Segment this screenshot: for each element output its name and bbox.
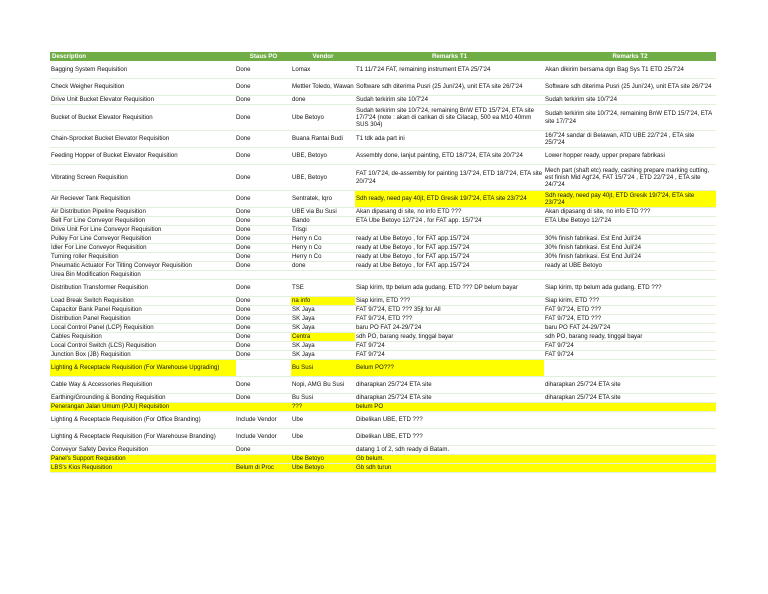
cell-vendor[interactable]: Herry n Co	[291, 253, 355, 262]
cell-description[interactable]: Check Weigher Requisition	[50, 79, 236, 96]
cell-status-po[interactable]: Done	[236, 131, 291, 148]
table-row	[50, 148, 716, 165]
cell-vendor[interactable]: Sentratek, Iqro	[291, 191, 355, 208]
cell-description[interactable]: Bucket of Bucket Elevator Requisition	[50, 105, 236, 131]
cell-remarks-t1[interactable]: ready at Ube Betoyo , for FAT app.15/7'24	[355, 262, 544, 271]
table-row	[50, 324, 716, 333]
header-remarks-t2[interactable]: Remarks T2	[544, 52, 716, 62]
cell-description[interactable]: Panel's Support Requisition	[50, 455, 236, 464]
cell-remarks-t1[interactable]: T1 11/7'24 FAT, remaining instrument ETA 25/7'24	[355, 62, 544, 79]
cell-remarks-t2[interactable]	[544, 271, 716, 280]
table-row	[50, 271, 716, 280]
cell-remarks-t2[interactable]	[544, 429, 716, 446]
cell-vendor[interactable]: Buana Rantai Budi	[291, 131, 355, 148]
cell-vendor[interactable]	[291, 271, 355, 280]
cell-description[interactable]: Air Distribution Pipeline Requisition	[50, 208, 236, 217]
cell-status-po[interactable]: Done	[236, 394, 291, 403]
table-row	[50, 226, 716, 235]
table-row	[50, 412, 716, 429]
cell-remarks-t1[interactable]: diharapkan 25/7'24 ETA site	[355, 377, 544, 394]
cell-description[interactable]: Lighting & Receptacle Requisition (For Warehouse Upgrading)	[50, 360, 236, 377]
cell-status-po[interactable]: Done	[236, 324, 291, 333]
cell-remarks-t2[interactable]: Siap kirim, ETD ???	[544, 297, 716, 306]
cell-status-po[interactable]	[236, 360, 291, 377]
cell-remarks-t2[interactable]: Sdh ready, need pay 40jt, ETD Gresik 19/7'24, ETA site 23/7'24	[544, 191, 716, 208]
cell-remarks-t2[interactable]: FAT 9/7'24	[544, 342, 716, 351]
table-row	[50, 208, 716, 217]
table-row	[50, 429, 716, 446]
table-row	[50, 235, 716, 244]
cell-vendor[interactable]: Herry n Co	[291, 235, 355, 244]
cell-status-po[interactable]: Done	[236, 79, 291, 96]
cell-description[interactable]: Lighting & Receptacle Requisition (For Warehouse Branding)	[50, 429, 236, 446]
cell-vendor[interactable]: Bando	[291, 217, 355, 226]
cell-remarks-t2[interactable]: Akan dipasang di site, no info ETD ???	[544, 208, 716, 217]
cell-remarks-t1[interactable]: Sdh ready, need pay 40jt, ETD Gresik 19/7'24, ETA site 23/7'24	[355, 191, 544, 208]
cell-remarks-t1[interactable]: belum PO	[355, 403, 544, 412]
cell-status-po[interactable]: Done	[236, 148, 291, 165]
cell-remarks-t1[interactable]: Sudah terkirim site 10/7'24	[355, 96, 544, 105]
cell-vendor[interactable]: ???	[291, 403, 355, 412]
cell-vendor[interactable]: Centra	[291, 333, 355, 342]
table-row	[50, 306, 716, 315]
table-row	[50, 79, 716, 96]
cell-vendor[interactable]	[291, 446, 355, 455]
cell-status-po[interactable]: Done	[236, 217, 291, 226]
cell-remarks-t1[interactable]: Assembly done, lanjut painting, ETD 18/7'24, ETA site 20/7'24	[355, 148, 544, 165]
header-description[interactable]: Description	[50, 52, 236, 62]
table-row	[50, 377, 716, 394]
cell-description[interactable]: Capacitor Bank Panel Requisition	[50, 306, 236, 315]
cell-remarks-t1[interactable]: Belum PO???	[355, 360, 544, 377]
cell-remarks-t2[interactable]: diharapkan 25/7'24 ETA site	[544, 377, 716, 394]
cell-status-po[interactable]: Done	[236, 446, 291, 455]
cell-remarks-t2[interactable]: Sudah terkirim site 10/7'24	[544, 96, 716, 105]
table-row	[50, 315, 716, 324]
cell-remarks-t1[interactable]: T1 tdk ada part ini	[355, 131, 544, 148]
cell-description[interactable]: Pneumatic Actuator For Tilting Conveyor Requisition	[50, 262, 236, 271]
table-row	[50, 464, 716, 473]
cell-status-po[interactable]: Include Vendor	[236, 412, 291, 429]
cell-vendor[interactable]: done	[291, 262, 355, 271]
cell-remarks-t2[interactable]: Akan dikirim bersama dgn Bag Sys T1 ETD 25/7'24	[544, 62, 716, 79]
cell-vendor[interactable]: done	[291, 96, 355, 105]
cell-description[interactable]: Lighting & Receptacle Requisition (For Office Branding)	[50, 412, 236, 429]
cell-remarks-t1[interactable]: Dibelikan UBE, ETD ???	[355, 412, 544, 429]
table-row	[50, 131, 716, 148]
cell-description[interactable]: Drive Unit For Line Conveyor Requisition	[50, 226, 236, 235]
table-row	[50, 165, 716, 191]
cell-remarks-t1[interactable]: Gb sdh turun	[355, 464, 544, 473]
cell-description[interactable]: Conveyor Safety Device Requisition	[50, 446, 236, 455]
cell-remarks-t2[interactable]: Software sdh diterima Pusri (25 Juni'24), unit ETA site 26/7'24	[544, 79, 716, 96]
cell-status-po[interactable]: Done	[236, 62, 291, 79]
table-row	[50, 333, 716, 342]
cell-description[interactable]: Chain-Sprocket Bucket Elevator Requisition	[50, 131, 236, 148]
cell-remarks-t1[interactable]: FAT 9/7'24	[355, 351, 544, 360]
table-row	[50, 262, 716, 271]
table-row	[50, 403, 716, 412]
cell-description[interactable]: Air Reciever Tank Requisition	[50, 191, 236, 208]
table-row	[50, 253, 716, 262]
cell-description[interactable]: Bagging System Requisition	[50, 62, 236, 79]
table-row	[50, 455, 716, 464]
cell-vendor[interactable]: SK Jaya	[291, 342, 355, 351]
cell-remarks-t1[interactable]: diharapkan 25/7'24 ETA site	[355, 394, 544, 403]
cell-remarks-t2[interactable]	[544, 446, 716, 455]
cell-remarks-t1[interactable]: FAT 9/7'24, ETD ???	[355, 315, 544, 324]
cell-status-po[interactable]: Done	[236, 165, 291, 191]
cell-status-po[interactable]: Done	[236, 377, 291, 394]
cell-vendor[interactable]: SK Jaya	[291, 315, 355, 324]
table-row	[50, 62, 716, 79]
cell-description[interactable]: Cables Requisition	[50, 333, 236, 342]
cell-vendor[interactable]: Nopi, AMG Bu Susi	[291, 377, 355, 394]
cell-status-po[interactable]: Done	[236, 297, 291, 306]
cell-remarks-t2[interactable]: sdh PO, barang ready, tinggal bayar	[544, 333, 716, 342]
cell-status-po[interactable]: Done	[236, 96, 291, 105]
table-row	[50, 297, 716, 306]
cell-status-po[interactable]: Include Vendor	[236, 429, 291, 446]
cell-remarks-t2[interactable]	[544, 403, 716, 412]
table-row	[50, 394, 716, 403]
cell-vendor[interactable]: Ube Betoyo	[291, 464, 355, 473]
cell-remarks-t2[interactable]: 30% finish fabrikasi. Est End Juli'24	[544, 235, 716, 244]
cell-remarks-t1[interactable]: baru PO FAT 24-29/7'24	[355, 324, 544, 333]
cell-status-po[interactable]: Done	[236, 235, 291, 244]
cell-vendor[interactable]: Ube	[291, 429, 355, 446]
cell-status-po[interactable]	[236, 403, 291, 412]
cell-remarks-t1[interactable]: Dibelikan UBE, ETD ???	[355, 429, 544, 446]
cell-remarks-t2[interactable]	[544, 226, 716, 235]
cell-remarks-t2[interactable]: FAT 9/7'24, ETD ???	[544, 306, 716, 315]
cell-remarks-t1[interactable]: Siap kirim, ETD ???	[355, 297, 544, 306]
cell-vendor[interactable]: UBE, Betoyo	[291, 148, 355, 165]
cell-remarks-t1[interactable]: Sudah terkirim site 10/7'24, remaining BnW ETD 15/7'24, ETA site 17/7'24 (note : akan di carikan di site Cilacap, 500 ea M10 40mm SUS 304)	[355, 105, 544, 131]
cell-remarks-t2[interactable]: diharapkan 25/7'24 ETA site	[544, 394, 716, 403]
cell-vendor[interactable]: TSE	[291, 280, 355, 297]
cell-description[interactable]: Local Control Switch (LCS) Requisition	[50, 342, 236, 351]
cell-description[interactable]: Local Control Panel (LCP) Requisition	[50, 324, 236, 333]
cell-description[interactable]: Cable Way & Accessories Requisition	[50, 377, 236, 394]
cell-vendor[interactable]: Lomax	[291, 62, 355, 79]
table-row	[50, 351, 716, 360]
cell-status-po[interactable]: Done	[236, 306, 291, 315]
table-row	[50, 217, 716, 226]
header-row	[50, 52, 716, 62]
table-row	[50, 244, 716, 253]
cell-remarks-t1[interactable]: datang 1 of 2, sdh ready di Batam.	[355, 446, 544, 455]
cell-vendor[interactable]: SK Jaya	[291, 324, 355, 333]
cell-remarks-t2[interactable]	[544, 360, 716, 377]
cell-remarks-t1[interactable]: FAT 9/7'24	[355, 342, 544, 351]
cell-remarks-t1[interactable]: Software sdh diterima Pusri (25 Juni'24), unit ETA site 26/7'24	[355, 79, 544, 96]
cell-description[interactable]: Turning roller Requisition	[50, 253, 236, 262]
cell-status-po[interactable]	[236, 271, 291, 280]
table-row	[50, 342, 716, 351]
cell-status-po[interactable]: Done	[236, 280, 291, 297]
cell-vendor[interactable]: Trisgi	[291, 226, 355, 235]
cell-remarks-t1[interactable]: FAT 9/7'24, ETD ??? 35jt for All	[355, 306, 544, 315]
cell-status-po[interactable]: Done	[236, 262, 291, 271]
cell-description[interactable]: Belt For Line Conveyor Requisition	[50, 217, 236, 226]
cell-description[interactable]: Earthing/Grounding & Bonding Requisition	[50, 394, 236, 403]
cell-remarks-t2[interactable]: ETA Ube Betoyo 12/7'24	[544, 217, 716, 226]
cell-description[interactable]: Idler For Line Conveyor Requisition	[50, 244, 236, 253]
cell-remarks-t1[interactable]: sdh PO, barang ready, tinggal bayar	[355, 333, 544, 342]
cell-remarks-t2[interactable]: 30% finish fabrikasi. Est End Juli'24	[544, 244, 716, 253]
table-row	[50, 105, 716, 131]
cell-description[interactable]: Pulley For Line Conveyor Requisition	[50, 235, 236, 244]
header-vendor[interactable]: Vendor	[291, 52, 355, 62]
cell-status-po[interactable]: Done	[236, 105, 291, 131]
header-remarks-t1[interactable]: Remarks T1	[355, 52, 544, 62]
cell-status-po[interactable]	[236, 455, 291, 464]
cell-remarks-t1[interactable]: ready at Ube Betoyo , for FAT app.15/7'24	[355, 253, 544, 262]
cell-description[interactable]: Load Break Switch Requisition	[50, 297, 236, 306]
header-status-po[interactable]: Staus PO	[236, 52, 291, 62]
cell-remarks-t1[interactable]	[355, 226, 544, 235]
cell-vendor[interactable]: Bu Susi	[291, 360, 355, 377]
cell-remarks-t1[interactable]: ready at Ube Betoyo , for FAT app.15/7'24	[355, 235, 544, 244]
cell-description[interactable]: Vibrating Screen Requisition	[50, 165, 236, 191]
cell-vendor[interactable]: na info	[291, 297, 355, 306]
cell-remarks-t1[interactable]: ETA Ube Betoyo 12/7'24 , for FAT app. 15/7'24	[355, 217, 544, 226]
cell-status-po[interactable]: Done	[236, 191, 291, 208]
cell-remarks-t2[interactable]	[544, 412, 716, 429]
cell-remarks-t2[interactable]: 16/7'24 sandar di Belawan, ATD UBE 22/7'24 , ETA site 25/7'24	[544, 131, 716, 148]
cell-description[interactable]: Distribution Transformer Requisition	[50, 280, 236, 297]
cell-remarks-t1[interactable]	[355, 271, 544, 280]
cell-description[interactable]: Feeding Hopper of Bucket Elevator Requisition	[50, 148, 236, 165]
cell-remarks-t2[interactable]: Mech part (shaft etc) ready, cashing prepare marking cutting, est finish Mid Agt'24, FAT 15/7'24 , ETD 22/7'24 , ETA site 24/7'24	[544, 165, 716, 191]
cell-description[interactable]: Drive Unit Bucket Elevator Requisition	[50, 96, 236, 105]
table-row	[50, 96, 716, 105]
cell-status-po[interactable]: Done	[236, 333, 291, 342]
cell-remarks-t2[interactable]	[544, 455, 716, 464]
cell-remarks-t2[interactable]: Sudah terkirim site 10/7'24, remaining BnW ETD 15/7'24, ETA site 17/7'24	[544, 105, 716, 131]
cell-vendor[interactable]: UBE via Bu Susi	[291, 208, 355, 217]
cell-remarks-t2[interactable]: ready at UBE Betoyo	[544, 262, 716, 271]
cell-status-po[interactable]: Done	[236, 208, 291, 217]
cell-description[interactable]: Penerangan Jalan Umum (PJU) Requisition	[50, 403, 236, 412]
cell-remarks-t1[interactable]: Gb belum.	[355, 455, 544, 464]
cell-remarks-t1[interactable]: Siap kirim, ttp belum ada gudang. ETD ??? DP belum bayar	[355, 280, 544, 297]
cell-status-po[interactable]: Done	[236, 253, 291, 262]
cell-description[interactable]: Junction Box (JB) Requisition	[50, 351, 236, 360]
cell-remarks-t2[interactable]: Siap kirim, ttp belum ada gudang. ETD ???	[544, 280, 716, 297]
cell-description[interactable]: Urea Bin Modification Requisition	[50, 271, 236, 280]
spreadsheet	[50, 52, 716, 473]
cell-remarks-t1[interactable]: ready at Ube Betoyo , for FAT app.15/7'24	[355, 244, 544, 253]
cell-description[interactable]: Distribution Panel Requisition	[50, 315, 236, 324]
table-row	[50, 280, 716, 297]
table-body	[50, 62, 716, 473]
cell-vendor[interactable]: SK Jaya	[291, 351, 355, 360]
cell-vendor[interactable]: Ube	[291, 412, 355, 429]
cell-status-po[interactable]: Done	[236, 315, 291, 324]
cell-remarks-t2[interactable]: Lower hopper ready, upper prepare fabrikasi	[544, 148, 716, 165]
cell-remarks-t2[interactable]	[544, 464, 716, 473]
table-row	[50, 191, 716, 208]
cell-status-po[interactable]: Done	[236, 226, 291, 235]
table-row	[50, 360, 716, 377]
table-row	[50, 446, 716, 455]
cell-vendor[interactable]: UBE, Betoyo	[291, 165, 355, 191]
cell-vendor[interactable]: Ube Betoyo	[291, 105, 355, 131]
cell-remarks-t2[interactable]: FAT 9/7'24, ETD ???	[544, 315, 716, 324]
cell-vendor[interactable]: Mettler Toledo, Wawan	[291, 79, 355, 96]
cell-remarks-t1[interactable]: Akan dipasang di site, no info ETD ???	[355, 208, 544, 217]
cell-remarks-t2[interactable]: 30% finish fabrikasi. Est End Juli'24	[544, 253, 716, 262]
cell-vendor[interactable]: Herry n Co	[291, 244, 355, 253]
cell-vendor[interactable]: SK Jaya	[291, 306, 355, 315]
cell-vendor[interactable]: Bu Susi	[291, 394, 355, 403]
cell-status-po[interactable]: Done	[236, 342, 291, 351]
cell-remarks-t2[interactable]: FAT 9/7'24	[544, 351, 716, 360]
cell-status-po[interactable]: Done	[236, 244, 291, 253]
cell-remarks-t1[interactable]: FAT 10/7'24, de-assembly for painting 13/7'24, ETD 18/7'24, ETA site 20/7'24	[355, 165, 544, 191]
cell-status-po[interactable]: Done	[236, 351, 291, 360]
cell-status-po[interactable]: Belum di Proc	[236, 464, 291, 473]
requisition-table	[50, 52, 716, 473]
cell-vendor[interactable]: Ube Betoyo	[291, 455, 355, 464]
cell-description[interactable]: LBS's Kios Requisition	[50, 464, 236, 473]
cell-remarks-t2[interactable]: baru PO FAT 24-29/7'24	[544, 324, 716, 333]
